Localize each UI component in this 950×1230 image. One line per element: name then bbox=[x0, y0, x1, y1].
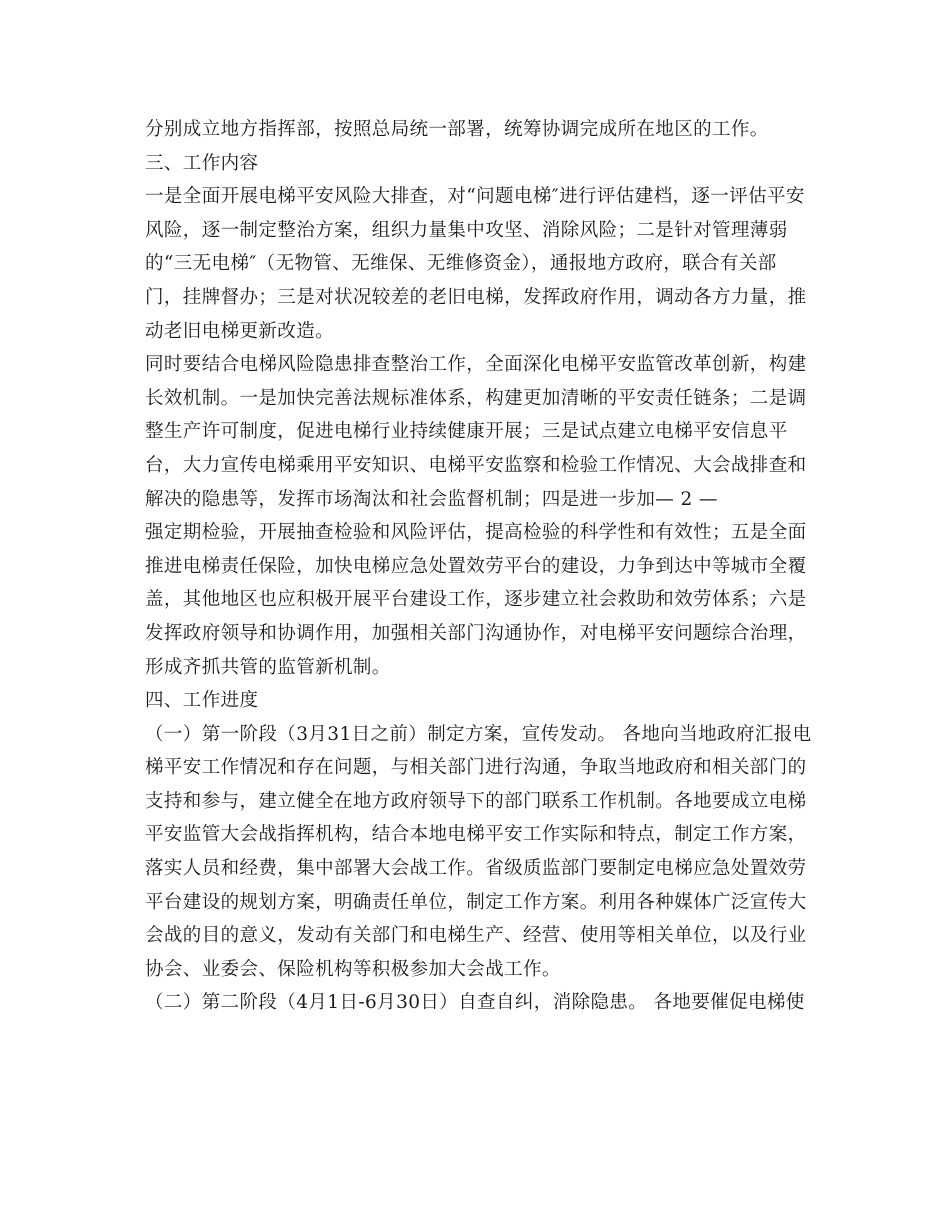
text-line: 风险，逐一制定整治方案，组织力量集中攻坚、消除风险；二是针对管理薄弱 bbox=[145, 219, 788, 241]
document-body bbox=[145, 113, 815, 1020]
text-line: 盖，其他地区也应积极开展平台建设工作，逐步建立社会救助和效劳体系；六是 bbox=[145, 589, 807, 611]
text-line: 分别成立地方指挥部，按照总局统一部署，统筹协调完成所在地区的工作。 bbox=[145, 119, 769, 140]
text-line: 形成齐抓共管的监管新机制。 bbox=[145, 656, 391, 678]
text-line: 会战的目的意义，发动有关部门和电梯生产、经营、使用等相关单位，以及行业 bbox=[145, 925, 807, 947]
text-line: 门，挂牌督办；三是对状况较差的老旧电梯，发挥政府作用，调动各方力量，推 bbox=[145, 286, 807, 308]
text-line: 平台建设的规划方案，明确责任单位，制定工作方案。利用各种媒体广泛宣传大 bbox=[145, 891, 807, 913]
text-line: 强定期检验，开展抽查检验和风险评估，提高检验的科学性和有效性；五是全面 bbox=[145, 522, 807, 544]
text-line: 协会、业委会、保险机构等积极参加大会战工作。 bbox=[145, 958, 561, 980]
text-line: 整生产许可制度，促进电梯行业持续健康开展；三是试点建立电梯平安信息平 bbox=[145, 421, 788, 443]
text-line: 梯平安工作情况和存在问题，与相关部门进行沟通，争取当地政府和相关部门的 bbox=[145, 757, 807, 779]
text-line: （一）第一阶段（3月31日之前）制定方案，宣传发动。 各地向当地政府汇报电 bbox=[145, 723, 812, 745]
section-heading-work-content: 三、工作内容 bbox=[145, 152, 259, 174]
text-line: 支持和参与，建立健全在地方政府领导下的部门联系工作机制。各地要成立电梯 bbox=[145, 790, 807, 812]
text-line-with-page-number: 解决的隐患等，发挥市场淘汰和社会监督机制；四是进一步加— 2 — bbox=[145, 488, 718, 510]
text-line: 同时要结合电梯风险隐患排查整治工作，全面深化电梯平安监管改革创新，构建 bbox=[145, 354, 807, 376]
text-line: 发挥政府领导和协调作用，加强相关部门沟通协作，对电梯平安问题综合治理， bbox=[145, 622, 807, 644]
text-line: 平安监管大会战指挥机构，结合本地电梯平安工作实际和特点，制定工作方案， bbox=[145, 824, 807, 846]
text-line: 长效机制。一是加快完善法规标准体系，构建更加清晰的平安责任链条；二是调 bbox=[145, 387, 807, 409]
text-line: 落实人员和经费，集中部署大会战工作。省级质监部门要制定电梯应急处置效劳 bbox=[145, 858, 807, 880]
text-line: 台，大力宣传电梯乘用平安知识、电梯平安监察和检验工作情况、大会战排查和 bbox=[145, 454, 807, 476]
text-line: （二）第二阶段（4月1日-6月30日）自查自纠，消除隐患。 各地要催促电梯使 bbox=[145, 992, 805, 1014]
text-line: 的“三无电梯″（无物管、无维保、无维修资金），通报地方政府，联合有关部 bbox=[145, 253, 777, 275]
text-line: 推进电梯责任保险，加快电梯应急处置效劳平台的建设，力争到达中等城市全覆 bbox=[145, 555, 807, 577]
text-line: 动老旧电梯更新改造。 bbox=[145, 320, 335, 342]
section-heading-work-progress: 四、工作进度 bbox=[145, 690, 259, 712]
text-line: 一是全面开展电梯平安风险大排查，对“问题电梯″进行评估建档，逐一评估平安 bbox=[145, 186, 805, 208]
